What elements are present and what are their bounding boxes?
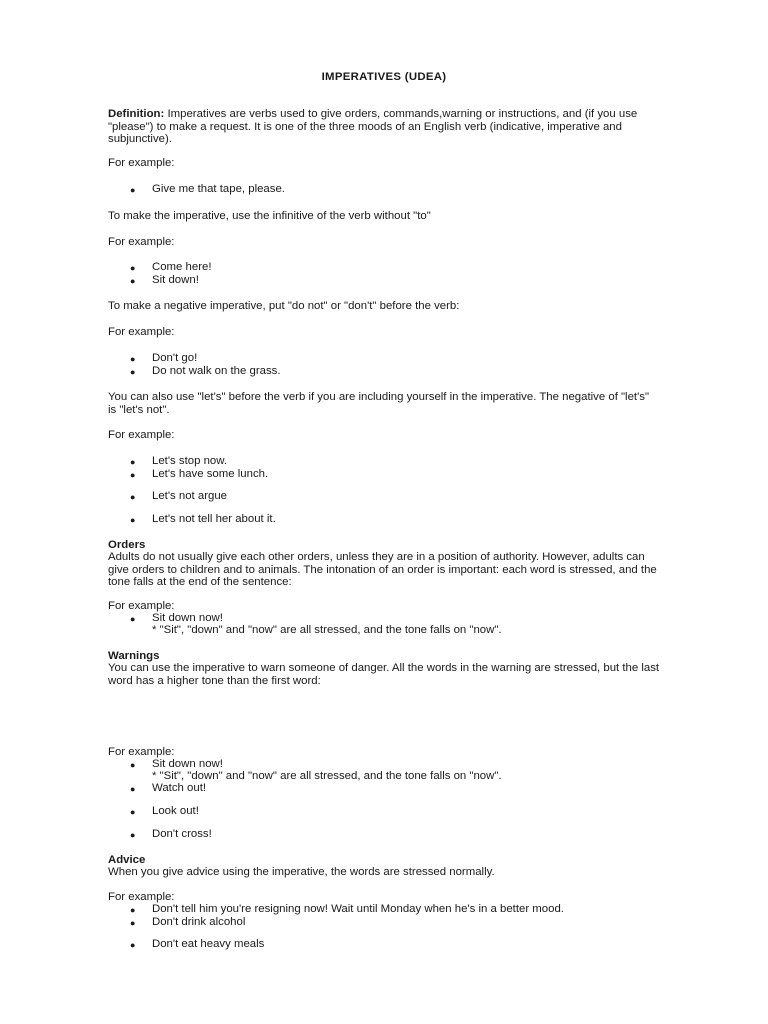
definition-text: Imperatives are verbs used to give orders, commands,warning or instructions, and (if you use "please") to make a request. It is one of the three moods of an English verb (indicative, imperative and subjunctive). xyxy=(108,108,638,145)
advice-heading: Advice xyxy=(108,854,146,866)
bullet-icon: ● xyxy=(130,354,136,364)
for-example-label: For example: xyxy=(108,891,175,903)
for-example-label: For example: xyxy=(108,429,175,441)
lets-rule: You can also use "let's" before the verb if you are including yourself in the imperative. The negative of "let's" is "let's not". xyxy=(108,391,650,416)
list-item: Don't drink alcohol xyxy=(152,916,246,928)
for-example-label: For example: xyxy=(108,326,175,338)
list-item: Let's have some lunch. xyxy=(152,468,269,480)
list-note: * "Sit", "down" and "now" are all stressed, and the tone falls on "now". xyxy=(152,770,502,782)
list-item: Don't cross! xyxy=(152,828,212,840)
list-item: Let's not argue xyxy=(152,490,228,502)
bullet-icon: ● xyxy=(130,918,136,928)
bullet-icon: ● xyxy=(130,470,136,480)
list-item: Sit down now! xyxy=(152,758,223,770)
list-item: Let's not tell her about it. xyxy=(152,513,276,525)
for-example-label: For example: xyxy=(108,746,175,758)
bullet-icon: ● xyxy=(130,614,136,624)
list-item: Don't tell him you're resigning now! Wait until Monday when he's in a better mood. xyxy=(152,903,564,915)
list-item: Come here! xyxy=(152,261,212,273)
bullet-icon: ● xyxy=(130,784,136,794)
bullet-icon: ● xyxy=(130,492,136,502)
warnings-heading: Warnings xyxy=(108,650,160,662)
orders-heading: Orders xyxy=(108,539,146,551)
list-item: Sit down! xyxy=(152,274,199,286)
for-example-label: For example: xyxy=(108,600,175,612)
imperative-rule: To make the imperative, use the infinitive of the verb without "to" xyxy=(108,210,431,222)
bullet-icon: ● xyxy=(130,515,136,525)
list-item: Sit down now! xyxy=(152,612,223,624)
definition-paragraph xyxy=(108,108,660,146)
bullet-icon: ● xyxy=(130,263,136,273)
bullet-icon: ● xyxy=(130,807,136,817)
definition-label: Definition: xyxy=(108,108,165,120)
bullet-icon: ● xyxy=(130,830,136,840)
negative-rule: To make a negative imperative, put "do not" or "don't" before the verb: xyxy=(108,300,460,312)
list-item: Look out! xyxy=(152,805,199,817)
list-item: Give me that tape, please. xyxy=(152,183,285,195)
page-title: IMPERATIVES (UDEA) xyxy=(321,71,447,83)
bullet-icon: ● xyxy=(130,185,136,195)
list-note: * "Sit", "down" and "now" are all stressed, and the tone falls on "now". xyxy=(152,624,502,636)
list-item: Don't go! xyxy=(152,352,198,364)
orders-paragraph: Adults do not usually give each other orders, unless they are in a position of authority. However, adults can give orders to children and to animals. The intonation of an order is important: each word is stressed, and the tone falls at the end of the sentence: xyxy=(108,551,657,588)
bullet-icon: ● xyxy=(130,457,136,467)
list-item: Do not walk on the grass. xyxy=(152,365,281,377)
warnings-paragraph: You can use the imperative to warn someone of danger. All the words in the warning are stressed, but the last word has a higher tone than the first word: xyxy=(108,662,660,687)
list-item: Watch out! xyxy=(152,782,207,794)
bullet-icon: ● xyxy=(130,367,136,377)
bullet-icon: ● xyxy=(130,940,136,950)
list-item: Don't eat heavy meals xyxy=(152,938,265,950)
list-item: Let's stop now. xyxy=(152,455,227,467)
for-example-label: For example: xyxy=(108,236,175,248)
bullet-icon: ● xyxy=(130,905,136,915)
for-example-label: For example: xyxy=(108,157,175,169)
bullet-icon: ● xyxy=(130,276,136,286)
advice-paragraph: When you give advice using the imperative, the words are stressed normally. xyxy=(108,866,495,878)
bullet-icon: ● xyxy=(130,760,136,770)
